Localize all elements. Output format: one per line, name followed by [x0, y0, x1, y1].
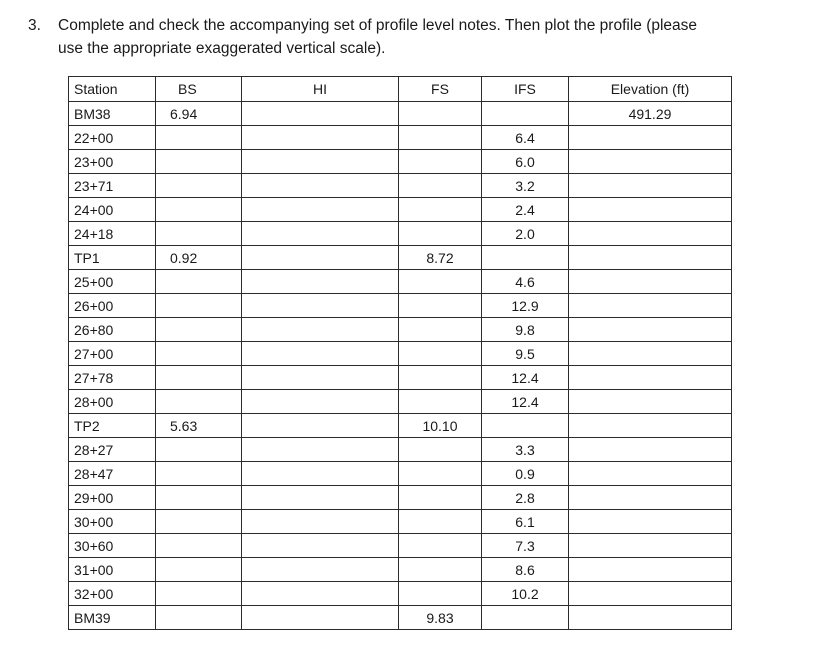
- fs-cell: [399, 462, 482, 486]
- station-cell: 31+00: [69, 558, 156, 582]
- hi-cell: [242, 366, 399, 390]
- station-cell: TP2: [69, 414, 156, 438]
- table-row: [69, 198, 732, 222]
- elevation-cell: [569, 606, 732, 630]
- fs-cell: [399, 198, 482, 222]
- hi-cell: [242, 534, 399, 558]
- header-station: Station: [69, 77, 156, 102]
- bs-cell: [156, 198, 242, 222]
- elevation-cell: 491.29: [569, 102, 732, 126]
- profile-level-notes-table: [68, 76, 732, 630]
- ifs-cell: 7.3: [482, 534, 569, 558]
- elevation-cell: [569, 582, 732, 606]
- table-row: [69, 534, 732, 558]
- station-cell: BM39: [69, 606, 156, 630]
- elevation-cell: [569, 438, 732, 462]
- station-cell: 27+00: [69, 342, 156, 366]
- bs-cell: [156, 366, 242, 390]
- station-cell: 28+27: [69, 438, 156, 462]
- question-number: 3.: [28, 17, 41, 34]
- station-cell: 23+71: [69, 174, 156, 198]
- elevation-cell: [569, 198, 732, 222]
- hi-cell: [242, 342, 399, 366]
- station-cell: 26+00: [69, 294, 156, 318]
- fs-cell: 8.72: [399, 246, 482, 270]
- elevation-cell: [569, 390, 732, 414]
- fs-cell: [399, 174, 482, 198]
- ifs-cell: 10.2: [482, 582, 569, 606]
- bs-cell: [156, 390, 242, 414]
- elevation-cell: [569, 222, 732, 246]
- hi-cell: [242, 126, 399, 150]
- elevation-cell: [569, 414, 732, 438]
- hi-cell: [242, 606, 399, 630]
- elevation-cell: [569, 510, 732, 534]
- elevation-cell: [569, 534, 732, 558]
- table-row: [69, 390, 732, 414]
- bs-cell: [156, 150, 242, 174]
- table-row: [69, 486, 732, 510]
- hi-cell: [242, 510, 399, 534]
- ifs-cell: 6.0: [482, 150, 569, 174]
- bs-cell: [156, 558, 242, 582]
- table-row: [69, 174, 732, 198]
- table-row: [69, 318, 732, 342]
- table-row: [69, 126, 732, 150]
- station-cell: TP1: [69, 246, 156, 270]
- ifs-cell: 6.4: [482, 126, 569, 150]
- station-cell: BM38: [69, 102, 156, 126]
- station-cell: 25+00: [69, 270, 156, 294]
- bs-cell: [156, 486, 242, 510]
- header-elevation: Elevation (ft): [569, 77, 732, 102]
- fs-cell: [399, 222, 482, 246]
- fs-cell: [399, 534, 482, 558]
- hi-cell: [242, 486, 399, 510]
- ifs-cell: 12.4: [482, 390, 569, 414]
- elevation-cell: [569, 558, 732, 582]
- station-cell: 23+00: [69, 150, 156, 174]
- table-row: [69, 342, 732, 366]
- hi-cell: [242, 462, 399, 486]
- hi-cell: [242, 102, 399, 126]
- elevation-cell: [569, 366, 732, 390]
- question-line-2: use the appropriate exaggerated vertical scale).: [58, 40, 386, 57]
- fs-cell: [399, 390, 482, 414]
- bs-cell: [156, 462, 242, 486]
- bs-cell: [156, 510, 242, 534]
- hi-cell: [242, 222, 399, 246]
- table-row: [69, 150, 732, 174]
- ifs-cell: 9.5: [482, 342, 569, 366]
- elevation-cell: [569, 486, 732, 510]
- table-row: [69, 294, 732, 318]
- hi-cell: [242, 246, 399, 270]
- station-cell: 29+00: [69, 486, 156, 510]
- bs-cell: [156, 342, 242, 366]
- table-row: [69, 582, 732, 606]
- hi-cell: [242, 150, 399, 174]
- hi-cell: [242, 198, 399, 222]
- table-body: [69, 102, 732, 630]
- fs-cell: [399, 582, 482, 606]
- fs-cell: [399, 102, 482, 126]
- table-row: [69, 270, 732, 294]
- ifs-cell: 4.6: [482, 270, 569, 294]
- elevation-cell: [569, 294, 732, 318]
- bs-cell: 6.94: [156, 102, 242, 126]
- bs-cell: [156, 222, 242, 246]
- header-fs: FS: [399, 77, 482, 102]
- bs-cell: 0.92: [156, 246, 242, 270]
- ifs-cell: 3.3: [482, 438, 569, 462]
- ifs-cell: 2.4: [482, 198, 569, 222]
- ifs-cell: 8.6: [482, 558, 569, 582]
- elevation-cell: [569, 270, 732, 294]
- ifs-cell: [482, 246, 569, 270]
- ifs-cell: 3.2: [482, 174, 569, 198]
- fs-cell: [399, 366, 482, 390]
- fs-cell: [399, 486, 482, 510]
- bs-cell: [156, 174, 242, 198]
- table-row: [69, 438, 732, 462]
- elevation-cell: [569, 342, 732, 366]
- fs-cell: 10.10: [399, 414, 482, 438]
- table-row: [69, 414, 732, 438]
- hi-cell: [242, 174, 399, 198]
- table-row: [69, 606, 732, 630]
- ifs-cell: [482, 102, 569, 126]
- fs-cell: [399, 318, 482, 342]
- elevation-cell: [569, 126, 732, 150]
- hi-cell: [242, 558, 399, 582]
- table-row: [69, 558, 732, 582]
- fs-cell: [399, 558, 482, 582]
- station-cell: 22+00: [69, 126, 156, 150]
- station-cell: 28+00: [69, 390, 156, 414]
- table-row: [69, 102, 732, 126]
- station-cell: 30+60: [69, 534, 156, 558]
- ifs-cell: 0.9: [482, 462, 569, 486]
- fs-cell: 9.83: [399, 606, 482, 630]
- bs-cell: [156, 294, 242, 318]
- elevation-cell: [569, 318, 732, 342]
- bs-cell: [156, 126, 242, 150]
- ifs-cell: 12.4: [482, 366, 569, 390]
- bs-cell: [156, 270, 242, 294]
- ifs-cell: [482, 414, 569, 438]
- table-row: [69, 510, 732, 534]
- table-header-row: [69, 77, 732, 102]
- table-row: [69, 366, 732, 390]
- hi-cell: [242, 414, 399, 438]
- fs-cell: [399, 510, 482, 534]
- hi-cell: [242, 390, 399, 414]
- elevation-cell: [569, 246, 732, 270]
- elevation-cell: [569, 174, 732, 198]
- bs-cell: 5.63: [156, 414, 242, 438]
- elevation-cell: [569, 150, 732, 174]
- header-ifs: IFS: [482, 77, 569, 102]
- ifs-cell: 6.1: [482, 510, 569, 534]
- fs-cell: [399, 294, 482, 318]
- station-cell: 24+00: [69, 198, 156, 222]
- table-row: [69, 246, 732, 270]
- fs-cell: [399, 342, 482, 366]
- question-text: [28, 14, 808, 60]
- ifs-cell: 12.9: [482, 294, 569, 318]
- ifs-cell: [482, 606, 569, 630]
- hi-cell: [242, 438, 399, 462]
- ifs-cell: 9.8: [482, 318, 569, 342]
- bs-cell: [156, 438, 242, 462]
- bs-cell: [156, 534, 242, 558]
- bs-cell: [156, 318, 242, 342]
- fs-cell: [399, 150, 482, 174]
- station-cell: 26+80: [69, 318, 156, 342]
- fs-cell: [399, 126, 482, 150]
- table-row: [69, 222, 732, 246]
- hi-cell: [242, 294, 399, 318]
- station-cell: 30+00: [69, 510, 156, 534]
- bs-cell: [156, 582, 242, 606]
- header-bs: BS: [156, 77, 242, 102]
- bs-cell: [156, 606, 242, 630]
- station-cell: 28+47: [69, 462, 156, 486]
- station-cell: 24+18: [69, 222, 156, 246]
- ifs-cell: 2.8: [482, 486, 569, 510]
- header-hi: HI: [242, 77, 399, 102]
- ifs-cell: 2.0: [482, 222, 569, 246]
- question-line-1: Complete and check the accompanying set of profile level notes. Then plot the profile (please: [58, 17, 698, 34]
- elevation-cell: [569, 462, 732, 486]
- fs-cell: [399, 438, 482, 462]
- table-row: [69, 462, 732, 486]
- hi-cell: [242, 270, 399, 294]
- fs-cell: [399, 270, 482, 294]
- station-cell: 27+78: [69, 366, 156, 390]
- hi-cell: [242, 318, 399, 342]
- station-cell: 32+00: [69, 582, 156, 606]
- hi-cell: [242, 582, 399, 606]
